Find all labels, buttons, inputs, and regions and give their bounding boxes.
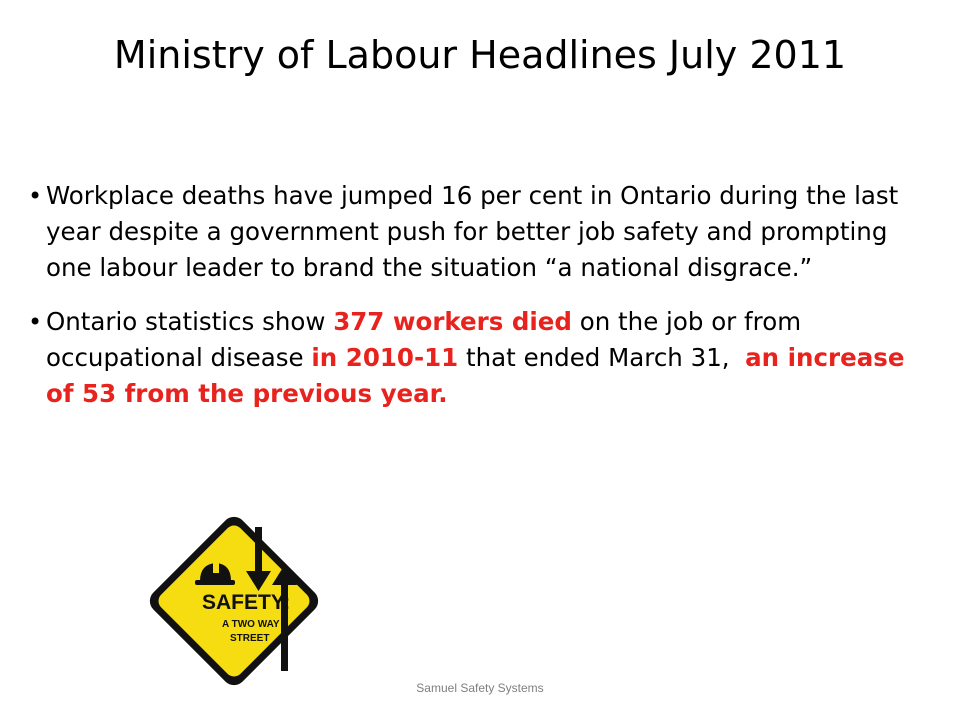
bullet-text [46,307,904,408]
bullet-segment: Workplace deaths have jumped 16 per cent in Ontario during the last year despite a government push for better job safety and prompting one labour leader to brand the situation “a national disgrace.” [46,181,899,282]
highlight-workers-died: 377 workers died [333,307,572,336]
sign-headline: SAFETY: [202,591,291,614]
highlight-increase: an increase of 53 from the previous year. [46,343,905,408]
footer-text: Samuel Safety Systems [416,681,544,695]
bullet-marker: • [28,308,43,336]
bullet-segment: that ended March 31, [458,343,746,372]
bullet-segment: Ontario statistics show [46,307,334,336]
bullet-list [28,178,912,430]
slide-title: Ministry of Labour Headlines July 2011 [113,33,847,77]
sign-line-2: STREET [230,633,270,644]
bullet-item-1 [28,178,912,286]
bullet-marker: • [28,182,43,210]
sign-line-1: A TWO WAY [222,619,280,630]
bullet-item-2 [28,304,912,412]
safety-sign [142,509,326,693]
bullet-segment: on the job or from occupational disease [46,307,802,372]
bullet-text [46,181,898,282]
highlight-year: in 2010-11 [311,343,459,372]
